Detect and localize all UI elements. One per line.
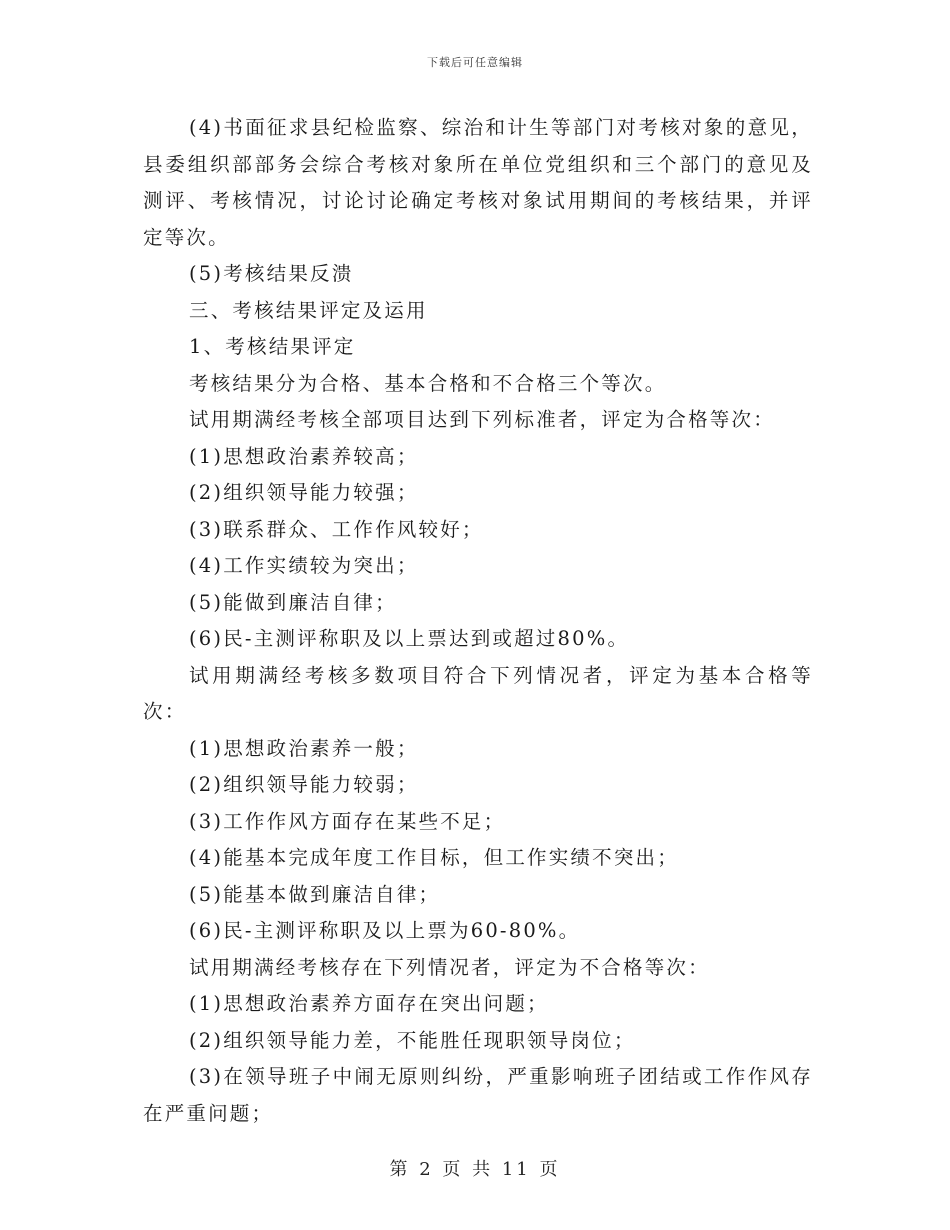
list-item: (4)能基本完成年度工作目标，但工作实绩不突出； bbox=[189, 846, 679, 869]
paragraph: 试用期满经考核多数项目符合下列情况者，评定为基本合格等次： bbox=[143, 663, 813, 723]
list-item: (3)工作作风方面存在某些不足； bbox=[189, 809, 506, 833]
list-item: (1)思想政治素养较高； bbox=[189, 444, 419, 468]
paragraph: 试用期满经考核存在下列情况者，评定为不合格等次： bbox=[189, 955, 710, 979]
list-item: (6)民-主测评称职及以上票达到或超过80%。 bbox=[189, 627, 630, 650]
list-item: (1)思想政治素养方面存在突出问题； bbox=[189, 992, 549, 1015]
paragraph: (5)考核结果反溃 bbox=[189, 262, 354, 285]
document-body bbox=[143, 110, 813, 1132]
section-heading: 三、考核结果评定及运用 bbox=[189, 298, 428, 322]
list-item: (4)工作实绩较为突出； bbox=[189, 554, 419, 577]
list-item: (3)在领导班子中闹无原则纠纷，严重影响班子团结或工作作风存在严重问题； bbox=[143, 1065, 813, 1125]
list-item: (2)组织领导能力较弱； bbox=[189, 773, 419, 796]
subsection-heading: 1、考核结果评定 bbox=[189, 335, 356, 358]
list-item: (5)能做到廉洁自律； bbox=[189, 590, 397, 614]
list-item: (3)联系群众、工作作风较好； bbox=[189, 517, 484, 541]
list-item: (2)组织领导能力差，不能胜任现职领导岗位； bbox=[189, 1028, 636, 1052]
list-item: (6)民-主测评称职及以上票为60-80%。 bbox=[189, 919, 581, 942]
list-item: (5)能基本做到廉洁自律； bbox=[189, 882, 441, 906]
paragraph: 试用期满经考核全部项目达到下列标准者，评定为合格等次： bbox=[189, 408, 775, 431]
page-header: 下载后可任意编辑 bbox=[427, 56, 523, 69]
list-item: (1)思想政治素养一般； bbox=[189, 736, 419, 760]
page-footer: 第 2 页 共 11 页 bbox=[389, 1159, 561, 1180]
paragraph: (4)书面征求县纪检监察、综治和计生等部门对考核对象的意见，县委组织部部务会综合考核对象所在单位党组织和三个部门的意见及测评、考核情况，讨论讨论确定考核对象试用期间的考核结果，并评定等次。 bbox=[143, 116, 813, 249]
list-item: (2)组织领导能力较强； bbox=[189, 481, 419, 504]
paragraph: 考核结果分为合格、基本合格和不合格三个等次。 bbox=[189, 371, 667, 395]
